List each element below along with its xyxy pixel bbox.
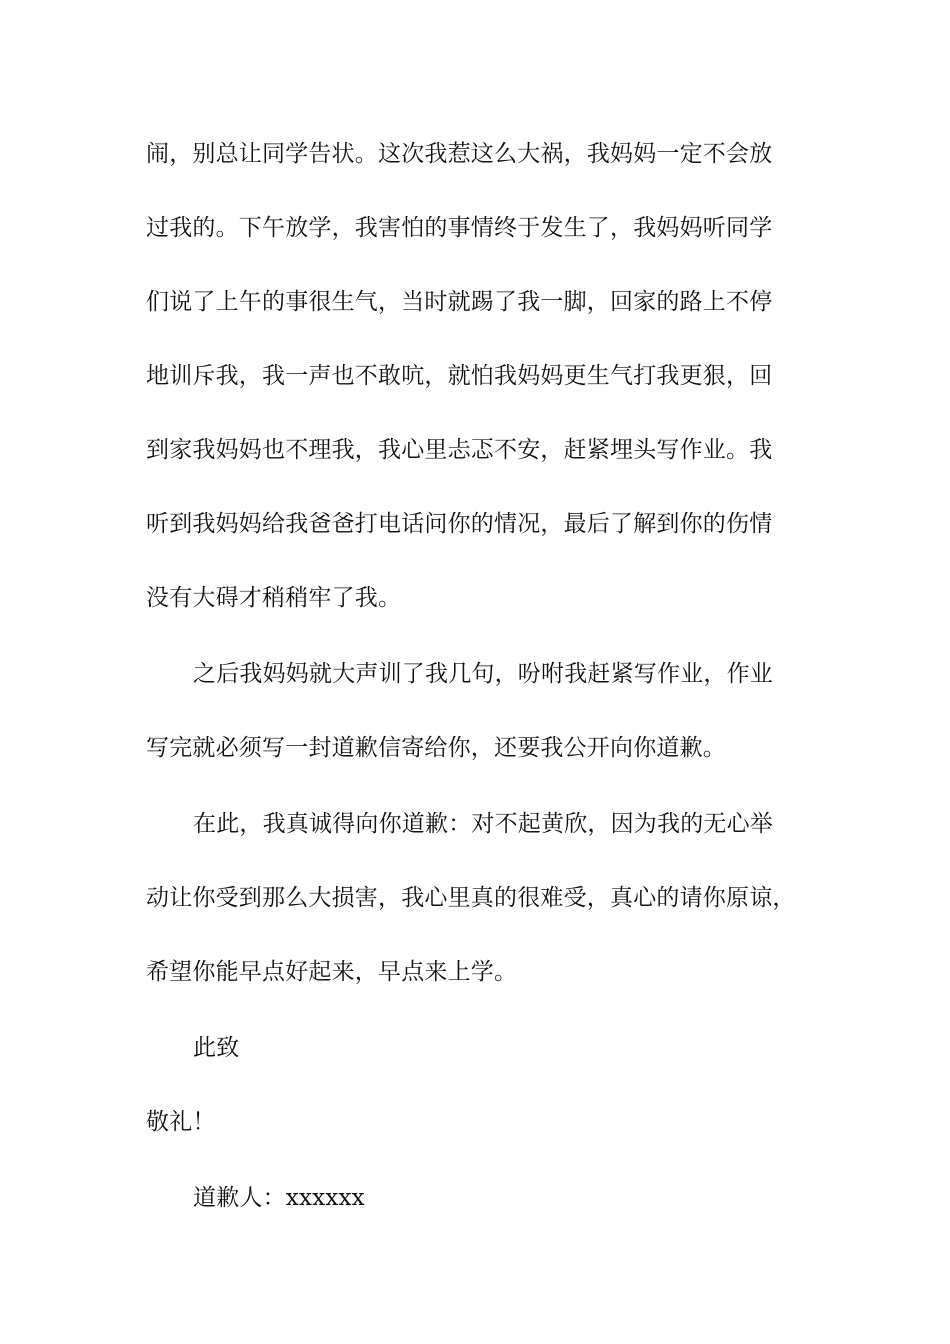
body-line-3: 们说了上午的事很生气，当时就踢了我一脚，回家的路上不停 [146,289,773,315]
signature-line: 道歉人：xxxxxx [193,1185,365,1211]
paragraph-3-line-2: 动让你受到那么大损害，我心里真的很难受，真心的请你原谅， [146,885,796,911]
body-line-5: 到家我妈妈也不理我，我心里忐忑不安，赶紧埋头写作业。我 [146,437,773,463]
paragraph-3-line-1: 在此，我真诚得向你道歉：对不起黄欣，因为我的无心举 [193,811,773,837]
body-line-2: 过我的。下午放学，我害怕的事情终于发生了，我妈妈听同学 [146,215,773,241]
body-line-7: 没有大碍才稍稍牢了我。 [146,585,402,611]
paragraph-2-line-2: 写完就必须写一封道歉信寄给你，还要我公开向你道歉。 [146,735,726,761]
paragraph-2-line-1: 之后我妈妈就大声训了我几句，吩咐我赶紧写作业，作业 [193,661,773,687]
closing-regards: 敬礼！ [146,1109,216,1135]
body-line-1: 闹，别总让同学告状。这次我惹这么大祸，我妈妈一定不会放 [146,141,773,167]
paragraph-3-line-3: 希望你能早点好起来，早点来上学。 [146,959,518,985]
closing-salutation: 此致 [193,1035,240,1061]
body-line-4: 地训斥我，我一声也不敢吭，就怕我妈妈更生气打我更狠，回 [146,363,773,389]
body-line-6: 听到我妈妈给我爸爸打电话问你的情况，最后了解到你的伤情 [146,511,773,537]
